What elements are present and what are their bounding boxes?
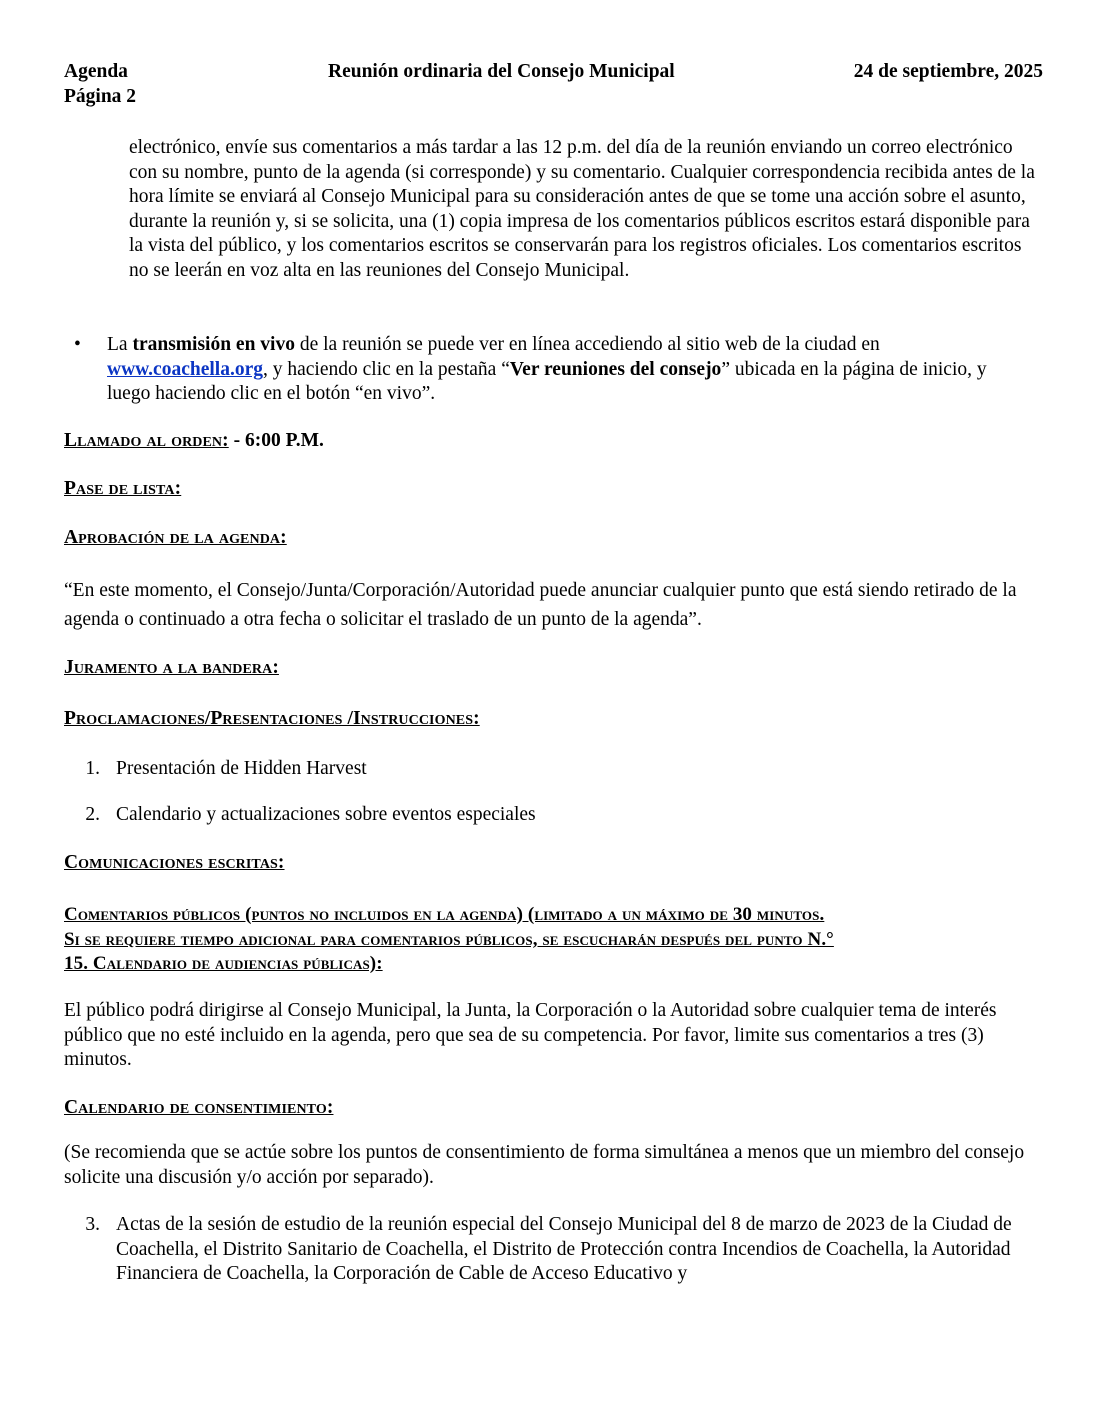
bullet-text-4: ” ubicada en la página de inicio, y luego haciendo clic en el botón “en vivo”.	[107, 358, 987, 405]
agenda-approval-heading: Aprobación de la agenda:	[64, 527, 287, 548]
item-number: 3.	[85, 1214, 100, 1235]
bullet-bold-livestream: transmisión en vivo	[132, 334, 295, 355]
bullet-text-1: La	[107, 334, 133, 355]
public-comments-text: El público podrá dirigirse al Consejo Municipal, la Junta, la Corporación o la Autoridad sobre cualquier tema de interés público que no esté incluido en la agenda, pero que sea de su competencia. Por favor, limite sus comentarios a tres (3) minutos.	[64, 1000, 997, 1071]
intro-paragraph: electrónico, envíe sus comentarios a más tardar a las 12 p.m. del día de la reunión enviando un correo electrónico con su nombre, punto de la agenda (si corresponde) y su comentario. Cualquier correspondencia recibida antes de la hora límite se enviará al Consejo Municipal para su consideración antes de que se tome una acción sobre el asunto, durante la reunión y, si se solicita, una (1) copia impresa de los comentarios públicos escritos estará disponible para la vista del público, y los comentarios escritos se conservarán para los registros oficiales. Los comentarios escritos no se leerán en voz alta en las reuniones del Consejo Municipal.	[129, 137, 1035, 281]
bullet-dot: •	[74, 334, 81, 355]
roll-call-heading: Pase de lista:	[64, 478, 182, 499]
call-to-order	[64, 429, 324, 454]
consent-calendar-heading: Calendario de consentimiento:	[64, 1097, 334, 1118]
bullet-text-3: , y haciendo clic en la pestaña “	[262, 358, 510, 380]
call-to-order-heading: Llamado al orden:	[64, 430, 229, 451]
item-number: 1.	[85, 758, 100, 779]
coachella-website-link[interactable]: www.coachella.org	[107, 358, 263, 380]
public-comments-heading-line2: Si se requiere tiempo adicional para comentarios públicos, se escucharán después del punto N.°	[64, 929, 834, 950]
written-communications-heading: Comunicaciones escritas:	[64, 852, 285, 873]
item-number: 2.	[85, 804, 100, 825]
bullet-bold-tab: Ver reuniones del consejo	[509, 358, 722, 380]
public-comments-heading-line3: 15. Calendario de audiencias públicas):	[64, 953, 383, 974]
item-text: Presentación de Hidden Harvest	[116, 758, 367, 779]
header-date: 24 de septiembre, 2025	[853, 61, 1043, 82]
consent-calendar-text: (Se recomienda que se actúe sobre los puntos de consentimiento de forma simultánea a menos que un miembro del consejo solicite una discusión y/o acción por separado).	[64, 1142, 1025, 1188]
item-text: Calendario y actualizaciones sobre eventos especiales	[116, 804, 536, 825]
bullet-text-2: de la reunión se puede ver en línea accediendo al sitio web de la ciudad en	[294, 334, 880, 355]
header-page-number: Página 2	[64, 86, 137, 107]
public-comments-heading-line1: Comentarios públicos (puntos no incluidos en la agenda) (limitado a un máximo de 30 minutos.	[64, 904, 825, 925]
call-to-order-time: - 6:00 P.M.	[228, 430, 324, 451]
agenda-approval-text: “En este momento, el Consejo/Junta/Corporación/Autoridad puede anunciar cualquier punto que está siendo retirado de la agenda o continuado a otra fecha o solicitar el traslado de un punto de la agenda”.	[64, 580, 1017, 630]
item-text: Actas de la sesión de estudio de la reunión especial del Consejo Municipal del 8 de marzo de 2023 de la Ciudad de Coachella, el Distrito Sanitario de Coachella, el Distrito de Protección contra Incendios de Coachella, la Autoridad Financiera de Coachella, la Corporación de Cable de Acceso Educativo y	[116, 1214, 1012, 1285]
pledge-heading: Juramento a la bandera:	[64, 657, 279, 678]
proclamations-heading: Proclamaciones/Presentaciones /Instrucciones:	[64, 708, 480, 729]
livestream-bullet	[107, 333, 1007, 407]
header-agenda: Agenda	[64, 61, 128, 82]
header-title: Reunión ordinaria del Consejo Municipal	[328, 61, 675, 82]
